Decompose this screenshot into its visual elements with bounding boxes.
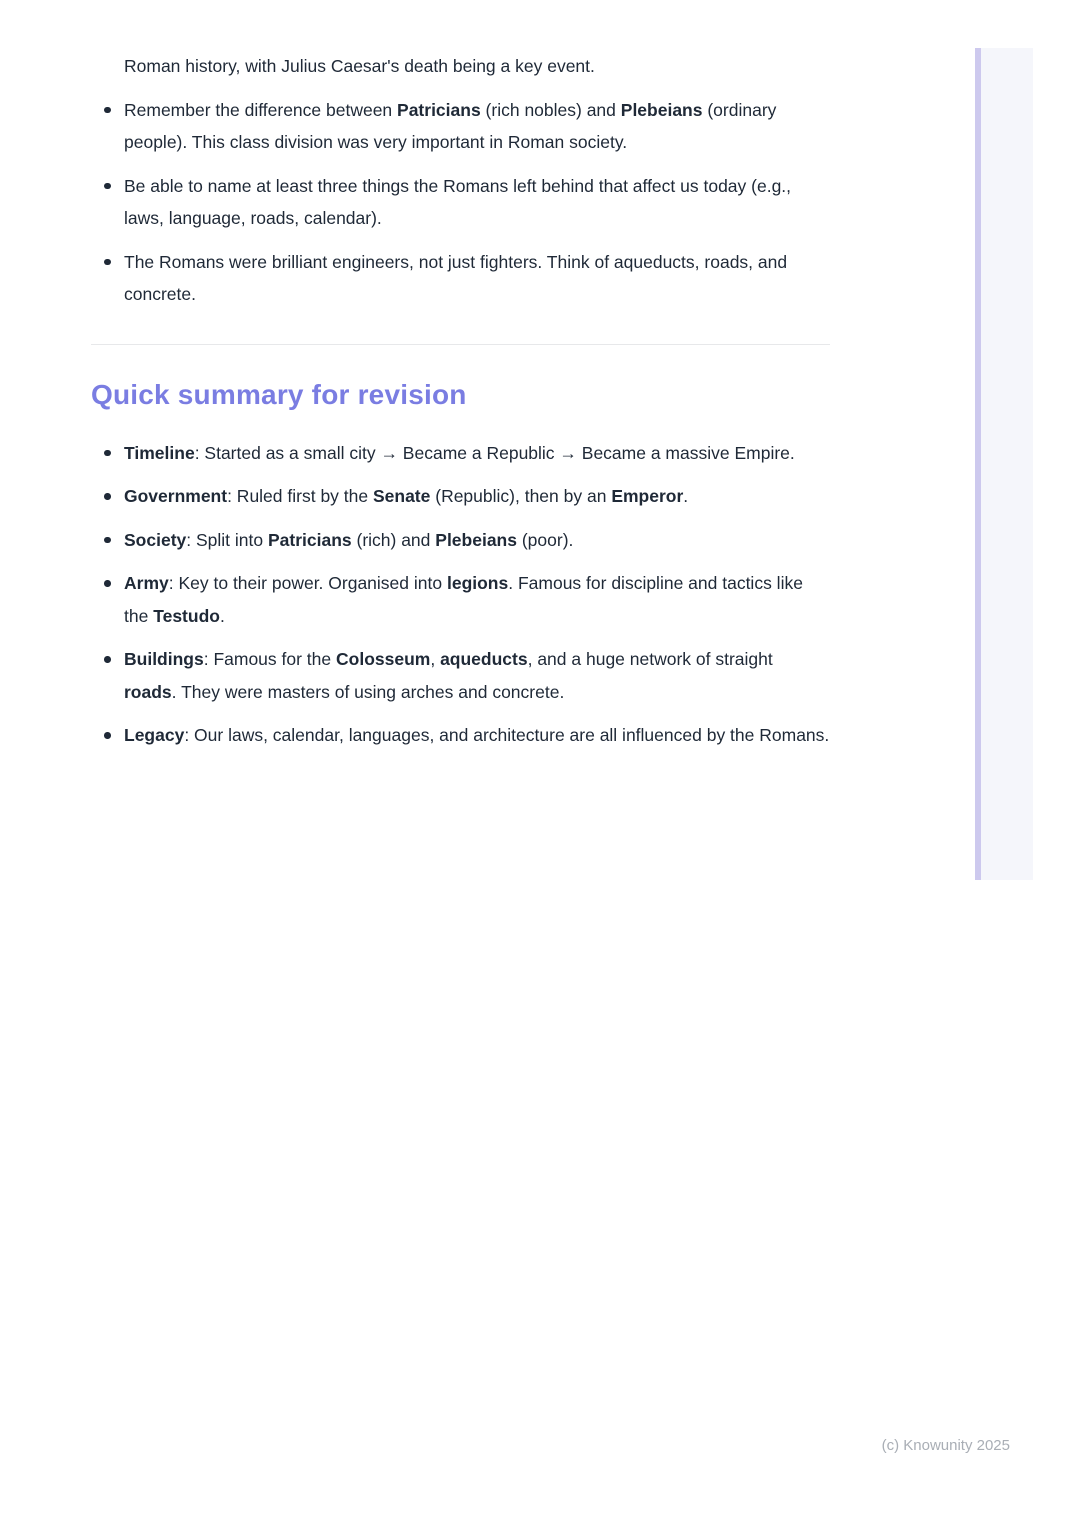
bold-text-segment: Testudo <box>153 605 220 626</box>
list-item <box>91 170 830 235</box>
bold-text-segment: Plebeians <box>620 99 703 120</box>
text-segment: (Republic), then by an <box>430 486 612 506</box>
list-item <box>91 643 830 708</box>
bold-text-segment: Army <box>124 573 169 593</box>
text-segment: , and a huge network of straight <box>527 649 773 669</box>
list-item <box>91 480 830 513</box>
bold-text-segment: Colosseum <box>336 649 431 669</box>
summary-list <box>91 437 830 752</box>
text-segment: , <box>430 649 441 669</box>
bold-text-segment: Legacy <box>124 725 185 745</box>
text-segment: . Famous for discipline and tactics like the <box>124 573 803 626</box>
text-segment: : Split into <box>186 529 268 550</box>
bold-text-segment: Government <box>124 486 228 506</box>
bold-text-segment: Patricians <box>397 99 481 120</box>
text-segment: (rich) and <box>351 529 436 550</box>
text-segment: . <box>683 486 689 506</box>
key-points-list <box>91 94 830 311</box>
bold-text-segment: Senate <box>372 486 431 506</box>
bold-text-segment: Emperor <box>611 486 684 506</box>
bold-text-segment: Timeline <box>124 442 195 463</box>
text-segment: . They were masters of using arches and concrete. <box>171 681 565 702</box>
bold-text-segment: aqueducts <box>440 649 528 669</box>
list-item <box>91 567 830 632</box>
bold-text-segment: Plebeians <box>435 529 517 550</box>
bold-text-segment: Buildings <box>124 649 204 669</box>
bold-text-segment: Society <box>124 529 187 550</box>
text-segment: . <box>219 605 225 626</box>
text-segment: Be able to name at least three things the Romans left behind that affect us today (e.g., laws, language, roads, calendar). <box>124 175 792 228</box>
text-segment: Remember the difference between <box>124 99 398 120</box>
bold-text-segment: legions <box>446 573 509 593</box>
text-segment: : Started as a small city → Became a Republic → Became a massive Empire. <box>194 442 795 463</box>
text-segment: : Our laws, calendar, languages, and architecture are all influenced by the Romans. <box>184 725 830 745</box>
continuation-text: Roman history, with Julius Caesar's death being a key event. <box>124 56 595 76</box>
text-segment: (rich nobles) and <box>480 99 621 120</box>
section-heading: Quick summary for revision <box>91 378 467 410</box>
text-segment: : Key to their power. Organised into <box>168 573 447 593</box>
text-segment: : Ruled first by the <box>227 486 373 506</box>
text-segment: : Famous for the <box>203 649 336 669</box>
text-segment: (ordinary people). This class division was very important in Roman society. <box>124 99 777 152</box>
bold-text-segment: roads <box>124 681 172 702</box>
next-page-preview-edge <box>981 48 1033 880</box>
list-item <box>91 719 830 752</box>
copyright-footer: (c) Knowunity 2025 <box>881 1437 1010 1454</box>
list-item <box>91 524 830 557</box>
list-item <box>91 246 830 311</box>
section-divider <box>91 344 830 345</box>
list-item <box>91 94 830 159</box>
text-segment: The Romans were brilliant engineers, not just fighters. Think of aqueducts, roads, and concrete. <box>124 251 788 304</box>
list-item <box>91 437 830 470</box>
document-content <box>91 50 830 763</box>
bold-text-segment: Patricians <box>267 529 352 550</box>
text-segment: (poor). <box>516 529 574 550</box>
